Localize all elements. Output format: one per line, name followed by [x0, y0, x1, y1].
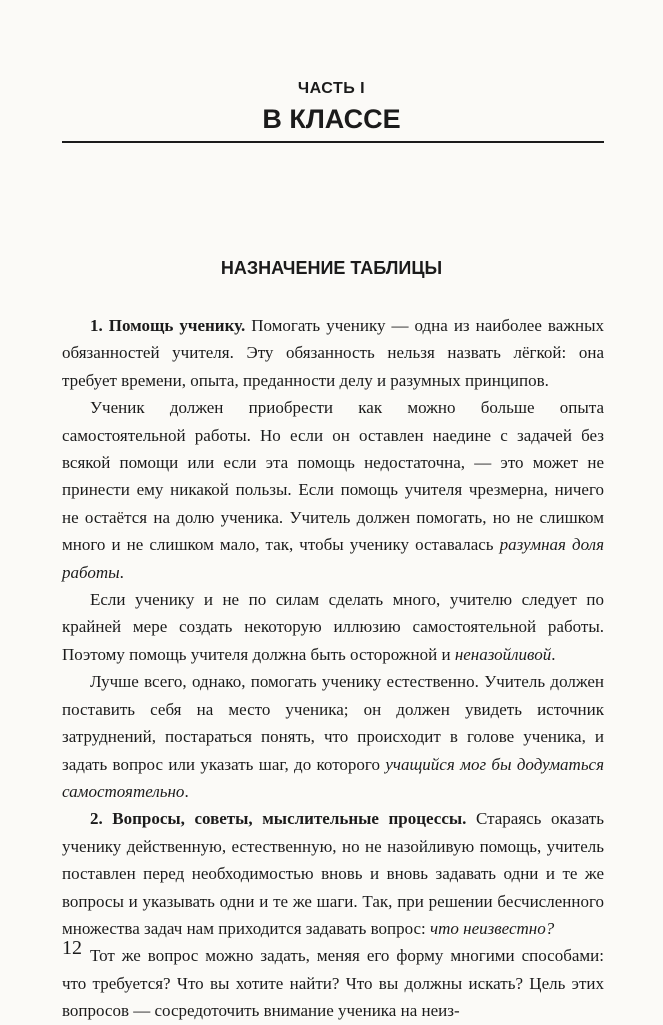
paragraph	[62, 942, 604, 1024]
title-rule	[62, 141, 604, 143]
paragraph	[62, 586, 604, 668]
paragraph-text: Тот же вопрос можно задать, меняя его форму многими способами: что требуется? Что вы хотите найти? Что вы должны искать? Цель этих вопросов — сосредоточить внимание ученика на неиз-	[62, 946, 604, 1021]
paragraph	[62, 312, 604, 394]
paragraph-text: Помогать ученику — одна из наиболее важных обязанностей учителя. Эту обязанность нельзя назвать лёгкой: она требует времени, опыта, преданности делу и разумных принципов.	[62, 316, 605, 390]
paragraph-lead: 2. Вопросы, советы, мыслительные процессы.	[90, 809, 467, 829]
paragraph-text: Если ученику и не по силам сделать много, учителю следует по крайней мере создать некоторую иллюзию самостоятельной работы. Поэтому помощь учителя должна быть осторожной и	[62, 590, 604, 664]
paragraph	[62, 805, 604, 942]
paragraph-text: Стараясь оказать ученику действенную, естественную, но не назойливую помощь, учитель поставлен перед необходимостью вновь и вновь задавать одни и те же вопросы и указывать одни и те же шаги. Так, при решении бесчисленного множества задач нам приходится задавать вопрос:	[62, 809, 604, 938]
paragraph-text: Лучше всего, однако, помогать ученику естественно. Учитель должен поставить себя на место ученика; он должен увидеть источник затруднений, постараться понять, что происходит в голове ученика, и задать вопрос или указать шаг, до которого	[62, 672, 604, 774]
paragraph	[62, 668, 604, 805]
paragraph-emphasis: неназойливой	[454, 644, 552, 664]
paragraph-tail: .	[184, 781, 189, 801]
paragraph-text: Ученик должен приобрести как можно больше опыта самостоятельной работы. Но если он оставлен наедине с задачей без всякой помощи или если эта помощь недостаточна, — это может не принести ему никакой пользы. Если помощь учителя чрезмерна, ничего не остаётся на долю ученика. Учитель должен помогать, но не слишком много и не слишком мало, так, чтобы ученику оставалась	[62, 398, 604, 555]
paragraph-lead: 1. Помощь ученику.	[90, 316, 246, 335]
paragraph-emphasis: что неизвестно?	[430, 918, 555, 938]
body-text	[62, 312, 604, 1025]
paragraph-tail: .	[551, 644, 556, 664]
paragraph-emphasis: разумная доля работы	[62, 535, 604, 582]
paragraph	[62, 394, 604, 586]
part-label: ЧАСТЬ I	[297, 80, 366, 97]
page-number: 12	[62, 937, 82, 959]
paragraph-emphasis: учащийся мог бы додуматься самостоятельно	[62, 754, 604, 801]
paragraph-tail: .	[119, 562, 124, 582]
part-title: В КЛАССЕ	[262, 104, 401, 134]
section-heading: НАЗНАЧЕНИЕ ТАБЛИЦЫ	[220, 258, 443, 278]
